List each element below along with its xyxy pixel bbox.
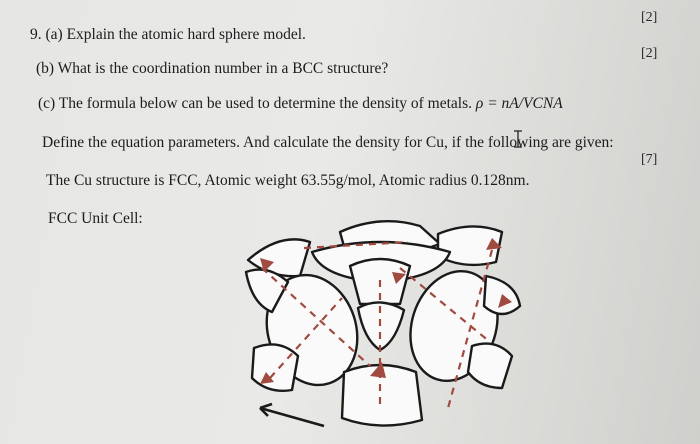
question-9c	[38, 95, 563, 113]
text-cursor-icon	[513, 130, 523, 148]
question-9c-line3: The Cu structure is FCC, Atomic weight 63.55g/mol, Atomic radius 0.128nm.	[46, 172, 530, 189]
question-9c-line2: Define the equation parameters. And calculate the density for Cu, if the following are given:	[42, 134, 614, 151]
bottom-right-corner-sphere	[468, 344, 512, 388]
fcc-unit-cell-diagram	[240, 212, 530, 438]
density-formula: ρ = nA/VCNA	[475, 95, 563, 112]
bottom-edge-arrow-left	[260, 408, 324, 426]
question-9b: (b) What is the coordination number in a BCC structure?	[36, 60, 389, 77]
question-9c-text: (c) The formula below can be used to determine the density of metals.	[38, 95, 476, 112]
marks-9c: [7]	[641, 152, 658, 167]
bottom-left-corner-sphere	[252, 344, 298, 390]
question-9a: 9. (a) Explain the atomic hard sphere model.	[30, 26, 306, 43]
marks-9a: [2]	[641, 10, 658, 25]
marks-9b: [2]	[641, 46, 658, 61]
figure-label: FCC Unit Cell:	[48, 210, 143, 227]
